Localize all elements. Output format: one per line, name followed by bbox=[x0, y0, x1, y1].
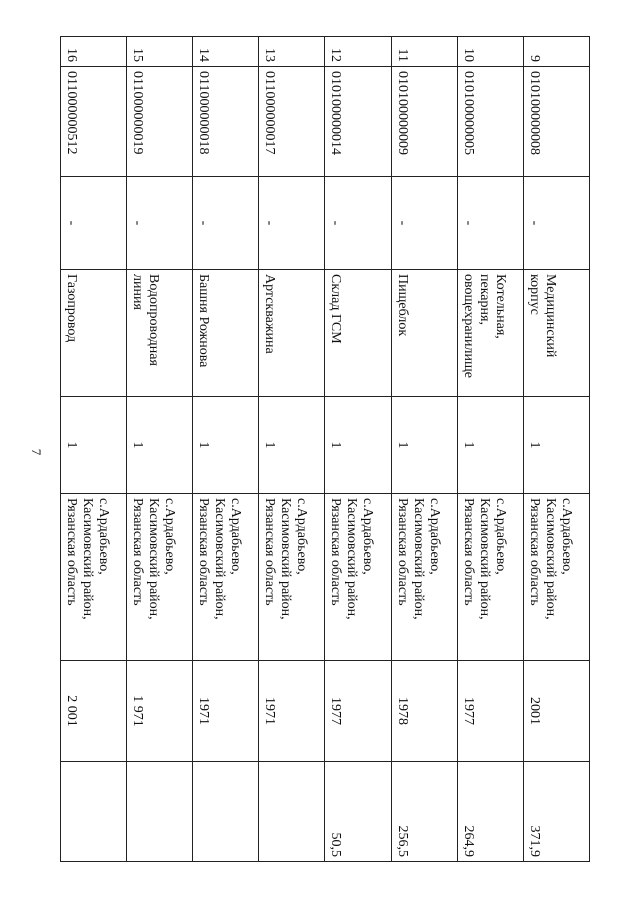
table-row bbox=[193, 37, 259, 862]
dash-cell-cell: - bbox=[259, 177, 325, 270]
table-row bbox=[127, 37, 193, 862]
address-cell: с.Ардабьево, Касимовский район, Рязанская область bbox=[325, 494, 391, 661]
row-number-cell: 14 bbox=[193, 37, 259, 67]
inventory-code-cell: 010100000005 bbox=[457, 67, 523, 177]
year-cell: 1971 bbox=[193, 661, 259, 762]
area-cell: 256,5 bbox=[391, 762, 457, 862]
inventory-code-cell: 011000000018 bbox=[193, 67, 259, 177]
row-number-cell: 12 bbox=[325, 37, 391, 67]
year-cell: 1971 bbox=[259, 661, 325, 762]
area-cell bbox=[61, 762, 127, 862]
table-row bbox=[391, 37, 457, 862]
row-number-cell: 13 bbox=[259, 37, 325, 67]
rotated-table-container bbox=[60, 36, 590, 861]
quantity-cell: 1 bbox=[193, 397, 259, 494]
area-cell: 50,5 bbox=[325, 762, 391, 862]
table-row bbox=[523, 37, 589, 862]
inventory-code-cell: 010100000014 bbox=[325, 67, 391, 177]
address-cell: с.Ардабьево, Касимовский район, Рязанская область bbox=[523, 494, 589, 661]
year-cell: 1977 bbox=[325, 661, 391, 762]
address-cell: с.Ардабьево, Касимовский район, Рязанская область bbox=[457, 494, 523, 661]
dash-cell-cell: - bbox=[127, 177, 193, 270]
area-cell bbox=[193, 762, 259, 862]
table-row bbox=[325, 37, 391, 862]
quantity-cell: 1 bbox=[457, 397, 523, 494]
dash-cell-cell: - bbox=[391, 177, 457, 270]
year-cell: 1 971 bbox=[127, 661, 193, 762]
object-name-cell: Котельная, пекарня, овощехранилище bbox=[457, 270, 523, 397]
inventory-code-cell: 011000000019 bbox=[127, 67, 193, 177]
object-name-cell: Артскважина bbox=[259, 270, 325, 397]
row-number-cell: 16 bbox=[61, 37, 127, 67]
object-name-cell: Башня Рожнова bbox=[193, 270, 259, 397]
inventory-code-cell: 011000000512 bbox=[61, 67, 127, 177]
table-body bbox=[61, 37, 590, 862]
dash-cell-cell: - bbox=[325, 177, 391, 270]
dash-cell-cell: - bbox=[523, 177, 589, 270]
table-row bbox=[259, 37, 325, 862]
address-cell: с.Ардабьево, Касимовский район, Рязанская область bbox=[259, 494, 325, 661]
dash-cell-cell: - bbox=[61, 177, 127, 270]
quantity-cell: 1 bbox=[523, 397, 589, 494]
quantity-cell: 1 bbox=[259, 397, 325, 494]
quantity-cell: 1 bbox=[127, 397, 193, 494]
area-cell: 264,9 bbox=[457, 762, 523, 862]
row-number-cell: 9 bbox=[523, 37, 589, 67]
object-name-cell: Пищеблок bbox=[391, 270, 457, 397]
object-name-cell: Медицинский корпус bbox=[523, 270, 589, 397]
object-name-cell: Газопровод bbox=[61, 270, 127, 397]
table-row bbox=[61, 37, 127, 862]
object-name-cell: Склад ГСМ bbox=[325, 270, 391, 397]
quantity-cell: 1 bbox=[61, 397, 127, 494]
quantity-cell: 1 bbox=[391, 397, 457, 494]
page-number: 7 bbox=[29, 448, 44, 456]
year-cell: 1978 bbox=[391, 661, 457, 762]
address-cell: с.Ардабьево, Касимовский район, Рязанская область bbox=[391, 494, 457, 661]
area-cell bbox=[259, 762, 325, 862]
address-cell: с.Ардабьево, Касимовский район, Рязанская область bbox=[61, 494, 127, 661]
row-number-cell: 15 bbox=[127, 37, 193, 67]
inventory-code-cell: 010100000008 bbox=[523, 67, 589, 177]
row-number-cell: 11 bbox=[391, 37, 457, 67]
inventory-code-cell: 010100000009 bbox=[391, 67, 457, 177]
area-cell bbox=[127, 762, 193, 862]
property-table bbox=[60, 36, 590, 862]
address-cell: с.Ардабьево, Касимовский район, Рязанская область bbox=[127, 494, 193, 661]
address-cell: с.Ардабьево, Касимовский район, Рязанская область bbox=[193, 494, 259, 661]
quantity-cell: 1 bbox=[325, 397, 391, 494]
year-cell: 1977 bbox=[457, 661, 523, 762]
year-cell: 2001 bbox=[523, 661, 589, 762]
inventory-code-cell: 011000000017 bbox=[259, 67, 325, 177]
dash-cell-cell: - bbox=[193, 177, 259, 270]
dash-cell-cell: - bbox=[457, 177, 523, 270]
year-cell: 2 001 bbox=[61, 661, 127, 762]
table-row bbox=[457, 37, 523, 862]
object-name-cell: Водопроводная линия bbox=[127, 270, 193, 397]
area-cell: 371,9 bbox=[523, 762, 589, 862]
row-number-cell: 10 bbox=[457, 37, 523, 67]
